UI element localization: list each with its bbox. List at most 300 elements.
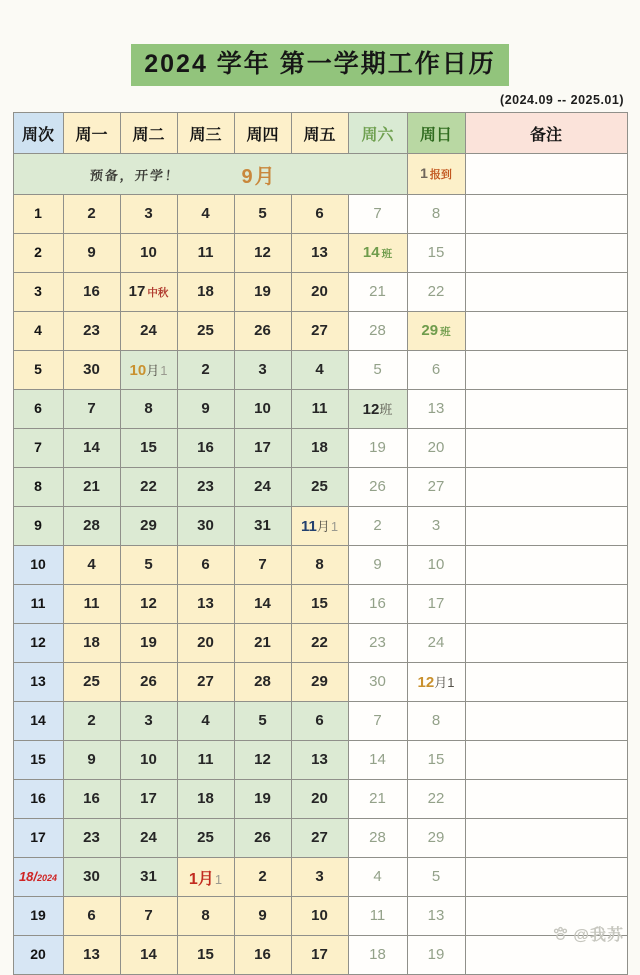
day-cell [407,741,465,780]
cell-text: 10 [129,362,147,379]
week-row [13,312,627,351]
day-cell [177,468,234,507]
day-cell [120,780,177,819]
day-cell [63,507,120,546]
cell-text: 17 [140,790,157,807]
note-cell [465,819,627,858]
cell-text: 6 [87,907,96,924]
column-header: 周三 [177,113,234,154]
cell-text: 14 [369,751,386,768]
day-cell [291,663,348,702]
cell-text: 12 [254,244,271,261]
week-row [13,897,627,936]
cell-text: 29 [421,322,439,339]
cell-text: 11 [30,595,46,611]
cell-text: 27 [311,829,328,846]
day-cell [177,858,234,897]
day-cell [120,351,177,390]
cell-text: 6 [201,556,210,573]
cell-text: 21 [369,283,386,300]
cell-text: 6 [431,361,441,378]
day-cell [407,624,465,663]
cell-text: 10 [254,400,271,417]
cell-text: 8 [201,907,210,924]
day-cell [407,390,465,429]
week-number-cell [13,585,63,624]
note-cell [465,468,627,507]
cell-text: 11 [369,907,386,924]
cell-text: 1 [214,871,223,887]
cell-text: 9 [201,400,210,417]
note-cell [465,702,627,741]
week-number-cell [13,273,63,312]
column-header: 周五 [291,113,348,154]
cell-text: 23 [83,829,100,846]
note-cell [465,154,627,195]
cell-text: 23 [197,478,214,495]
day-cell [348,273,407,312]
cell-text: 21 [254,634,271,651]
week-row [13,663,627,702]
week-number-cell [13,858,63,897]
day-cell [234,312,291,351]
column-header: 周一 [63,113,120,154]
cell-text: 17 [30,829,46,845]
header-row [13,113,627,154]
note-cell [465,273,627,312]
week-number-cell [13,741,63,780]
column-header: 周次 [13,113,63,154]
day-cell [407,780,465,819]
cell-text: 1 [330,519,339,534]
day-cell [291,624,348,663]
cell-text: 28 [83,517,100,534]
cell-text: 6 [315,205,324,222]
cell-text: 4 [34,322,42,338]
day-cell [234,780,291,819]
handwritten-note: 预备，开学！ [88,167,181,183]
week-row [13,429,627,468]
cell-text: 15 [30,751,46,767]
day-cell [407,897,465,936]
day-cell [120,312,177,351]
cell-text: 8 [144,400,153,417]
page-title: 2024 学年 第一学期工作日历 [131,44,509,86]
day-cell [120,858,177,897]
cell-text: 11 [300,518,317,535]
cell-text: 13 [311,751,328,768]
cell-text: 9 [373,556,382,573]
cell-text: 29 [427,829,445,846]
day-cell [291,741,348,780]
cell-text: 2 [34,244,42,260]
cell-text: 月 [316,519,330,534]
title-bar [0,0,640,86]
cell-text: 15 [140,439,157,456]
day-cell [291,234,348,273]
day-cell [63,702,120,741]
paw-icon [552,925,569,942]
day-cell [291,585,348,624]
week-row [13,273,627,312]
registration-day-cell [407,154,465,195]
week-number-cell [13,624,63,663]
day-cell [63,780,120,819]
day-cell [234,234,291,273]
week-number-cell [13,195,63,234]
column-header: 备注 [465,113,627,154]
week-row [13,741,627,780]
day-cell [234,195,291,234]
cell-text: 18 [197,283,214,300]
week-row [13,507,627,546]
cell-text: 24 [254,478,271,495]
day-cell [177,429,234,468]
day-cell [234,390,291,429]
cell-text: 10 [311,907,328,924]
cell-text: 18 [197,790,214,807]
day-cell [348,936,407,975]
day-cell [120,741,177,780]
watermark [552,922,624,945]
day-cell [63,234,120,273]
week-number-cell [13,546,63,585]
cell-text: 14 [140,946,157,963]
day-cell [407,468,465,507]
cell-text: 班 [381,248,393,260]
cell-text: 7 [258,556,267,573]
cell-text: 22 [427,283,445,300]
cell-text: 19 [427,946,445,963]
day-cell [120,234,177,273]
cell-text: 30 [83,868,100,885]
day-cell [234,507,291,546]
day-cell [177,819,234,858]
cell-text: 中秋 [147,287,169,299]
note-cell [465,195,627,234]
cell-text: 15 [427,244,445,261]
cell-text: 班 [440,326,451,338]
day-cell [63,195,120,234]
day-cell [348,234,407,273]
day-cell [234,936,291,975]
cell-text: 24 [140,829,157,846]
cell-text: 14 [30,712,46,728]
cell-text: 17 [427,595,445,612]
day-cell [407,195,465,234]
day-cell [63,468,120,507]
watermark-text: @我苏 [573,927,624,944]
note-cell [465,780,627,819]
date-range: (2024.09 -- 2025.01) [500,93,624,107]
cell-text: 24 [140,322,157,339]
week-number-cell [13,936,63,975]
cell-text: 5 [373,361,382,378]
cell-text: 13 [427,907,445,924]
day-cell [407,546,465,585]
cell-text: 22 [427,790,445,807]
day-cell [234,351,291,390]
week-row [13,624,627,663]
day-cell [407,858,465,897]
day-cell [407,273,465,312]
cell-text: 7 [87,400,96,417]
cell-text: 12 [140,595,157,612]
cell-text: 月 [146,363,160,378]
cell-text: 19 [30,907,46,923]
day-cell [291,429,348,468]
cell-text: 19 [254,790,271,807]
day-cell [63,819,120,858]
cell-text: 4 [373,868,382,885]
day-cell [177,546,234,585]
cell-text: 30 [83,361,100,378]
day-cell [291,312,348,351]
cell-text: 26 [254,829,271,846]
day-cell [120,546,177,585]
cell-text: 19 [369,439,386,456]
september-banner-cell [13,154,407,195]
cell-text: 4 [201,205,210,222]
cell-text: 16 [83,790,100,807]
cell-text: 8 [431,205,441,222]
day-cell [177,390,234,429]
cell-text: 20 [197,634,214,651]
day-cell [120,195,177,234]
cell-text: 6 [315,712,324,729]
day-cell [348,546,407,585]
day-cell [291,780,348,819]
day-cell [348,897,407,936]
cell-text: 12 [254,751,271,768]
day-cell [348,858,407,897]
cell-text: 23 [83,322,100,339]
cell-text: 8 [431,712,441,729]
day-cell [234,741,291,780]
day-cell [348,429,407,468]
cell-text: 报到 [429,169,452,181]
cell-text: 31 [140,868,157,885]
day-cell [120,273,177,312]
day-cell [348,390,407,429]
cell-text: 9 [258,907,267,924]
cell-text: 26 [140,673,157,690]
day-cell [177,195,234,234]
day-cell [63,351,120,390]
cell-text: 1 [160,363,168,378]
cell-text: 30 [197,517,214,534]
week-row [13,819,627,858]
cell-text: 8 [34,478,42,494]
cell-text: 17 [128,283,146,300]
cell-text: 15 [311,595,328,612]
cell-text: 5 [431,868,441,885]
day-cell [234,468,291,507]
cell-text: 22 [140,478,157,495]
cell-text: 28 [254,673,271,690]
day-cell [177,312,234,351]
cell-text: 13 [83,946,100,963]
column-header: 周六 [348,113,407,154]
day-cell [177,351,234,390]
note-cell [465,546,627,585]
column-header: 周四 [234,113,291,154]
note-cell [465,663,627,702]
day-cell [177,585,234,624]
cell-text: 22 [311,634,328,651]
cell-text: 29 [140,517,157,534]
cell-text: 20 [311,790,328,807]
cell-text: 17 [311,946,328,963]
cell-text: 24 [427,634,445,651]
day-cell [348,507,407,546]
cell-text: 3 [431,517,441,534]
day-cell [63,390,120,429]
day-cell [407,702,465,741]
day-cell [234,819,291,858]
cell-text: 25 [197,829,214,846]
column-header: 周日 [407,113,465,154]
day-cell [120,663,177,702]
cell-text: 27 [197,673,214,690]
cell-text: 20 [30,946,46,962]
cell-text: 7 [34,439,42,455]
cell-text: 26 [369,478,386,495]
day-cell [234,858,291,897]
cell-text: 17 [254,439,271,456]
day-cell [63,585,120,624]
day-cell [291,897,348,936]
day-cell [407,312,465,351]
day-cell [234,702,291,741]
week-number-cell [13,780,63,819]
day-cell [120,936,177,975]
cell-text: 10 [140,244,157,261]
cell-text: 2024 [37,873,58,883]
week-row [13,546,627,585]
cell-text: 19 [254,283,271,300]
day-cell [177,897,234,936]
cell-text: 7 [373,712,382,729]
week-number-cell [13,312,63,351]
cell-text: 9 [34,517,42,533]
cell-text: 16 [30,790,46,806]
week-number-cell [13,702,63,741]
calendar-table [13,112,628,975]
day-cell [177,273,234,312]
cell-text: 25 [83,673,100,690]
cell-text: 25 [197,322,214,339]
day-cell [291,858,348,897]
cell-text: 3 [315,868,324,885]
note-cell [465,585,627,624]
cell-text: 20 [427,439,445,456]
cell-text: 12 [30,634,46,650]
cell-text: 29 [311,673,328,690]
cell-text: 10 [427,556,445,573]
cell-text: 14 [83,439,100,456]
week-number-cell [13,663,63,702]
cell-text: 26 [254,322,271,339]
week-row [13,780,627,819]
cell-text: 27 [311,322,328,339]
day-cell [63,897,120,936]
week-row [13,390,627,429]
note-cell [465,312,627,351]
day-cell [348,741,407,780]
day-cell [234,663,291,702]
cell-text: 18 [369,946,386,963]
day-cell [291,507,348,546]
cell-text: 1月 [188,870,214,888]
cell-text: 5 [258,205,267,222]
note-cell [465,741,627,780]
cell-text: 18 [83,634,100,651]
cell-text: 2 [258,868,267,885]
cell-text: 13 [197,595,214,612]
day-cell [120,390,177,429]
cell-text: 9 [87,751,96,768]
cell-text: 16 [197,439,214,456]
day-cell [177,741,234,780]
day-cell [234,897,291,936]
day-cell [407,936,465,975]
cell-text: 10 [140,751,157,768]
cell-text: 19 [140,634,157,651]
day-cell [234,429,291,468]
note-cell [465,390,627,429]
day-cell [120,819,177,858]
note-cell [465,624,627,663]
note-cell [465,858,627,897]
cell-text: 2 [87,205,96,222]
week-number-cell [13,429,63,468]
cell-text: 28 [369,322,386,339]
cell-text: 14 [254,595,271,612]
week-number-cell [13,468,63,507]
week-row [13,234,627,273]
cell-text: 4 [87,556,96,573]
week-row [13,468,627,507]
cell-text: 18 [311,439,328,456]
cell-text: 10 [30,556,46,572]
note-cell [465,234,627,273]
day-cell [120,585,177,624]
day-cell [120,624,177,663]
cell-text: 18/ [18,869,38,884]
day-cell [63,663,120,702]
day-cell [63,429,120,468]
cell-text: 16 [83,283,100,300]
day-cell [63,936,120,975]
day-cell [234,585,291,624]
day-cell [407,663,465,702]
day-cell [348,780,407,819]
cell-text: 27 [427,478,445,495]
cell-text: 5 [34,361,42,377]
cell-text: 31 [254,517,271,534]
cell-text: 20 [311,283,328,300]
day-cell [407,351,465,390]
cell-text: 4 [315,361,324,378]
day-cell [177,936,234,975]
cell-text: 23 [369,634,386,651]
cell-text: 12 [362,401,380,418]
week-row [13,585,627,624]
day-cell [120,468,177,507]
day-cell [291,195,348,234]
day-cell [348,195,407,234]
